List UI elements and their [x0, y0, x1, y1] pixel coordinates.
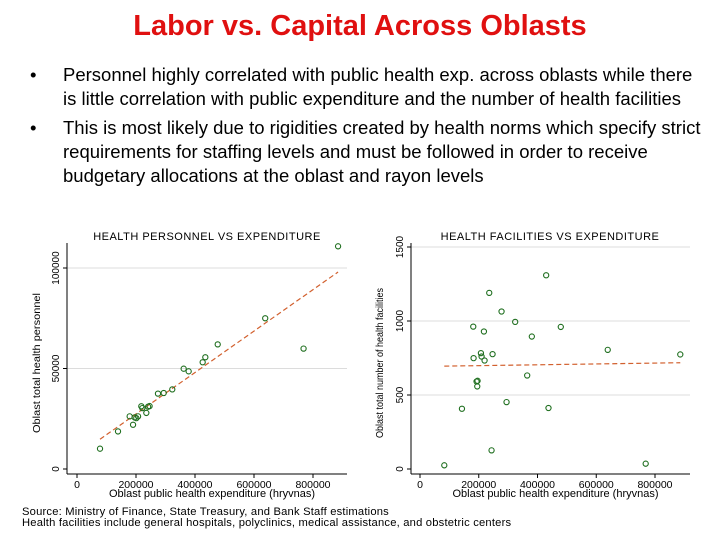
facilities-footnote: Health facilities include general hospitals, polyclinics, medical assistance, and obstetric centers [22, 517, 512, 529]
data-point [471, 324, 476, 329]
data-point [130, 422, 135, 427]
data-point [546, 405, 551, 410]
data-point [215, 342, 220, 347]
data-point [459, 406, 464, 411]
y-tick-label: 1500 [395, 235, 406, 259]
y-axis-label: Oblast total number of health facilities [375, 271, 386, 438]
source-footnote: Source: Ministry of Finance, State Treasury, and Bank Staff estimations [22, 506, 389, 518]
fit-line [100, 272, 338, 439]
x-tick-label: 0 [417, 479, 423, 491]
data-point [489, 448, 494, 453]
y-tick-label: 500 [395, 386, 406, 404]
bullet-item: • Personnel highly correlated with public health exp. across oblasts while there is little correlation with public expenditure and the number of health facilities [30, 63, 710, 111]
data-point [155, 391, 160, 396]
bullet-item: • This is most likely due to rigidities created by health norms which specify strict requirements for staffing levels and must be followed in order to receive budgetary allocations at the oblast and rayon levels [30, 116, 710, 188]
data-point [487, 290, 492, 295]
data-point [301, 346, 306, 351]
x-tick-label: 400000 [177, 479, 213, 491]
y-tick-label: 100000 [51, 251, 62, 285]
x-tick-label: 600000 [236, 479, 272, 491]
data-point [335, 244, 340, 249]
slide-title: Labor vs. Capital Across Oblasts [133, 10, 587, 42]
y-tick-label: 0 [51, 466, 62, 472]
charts [0, 225, 720, 500]
data-point [170, 387, 175, 392]
data-point [513, 319, 518, 324]
data-point [200, 360, 205, 365]
data-point [558, 324, 563, 329]
y-tick-label: 0 [395, 466, 406, 472]
data-point [481, 329, 486, 334]
data-point [263, 316, 268, 321]
x-tick-label: 0 [74, 479, 80, 491]
data-point [471, 356, 476, 361]
x-tick-label: 800000 [637, 479, 673, 491]
x-axis-label: Oblast public health expenditure (hryvnas) [452, 488, 659, 500]
x-tick-label: 600000 [578, 479, 614, 491]
data-point [186, 369, 191, 374]
chart-panel-2 [375, 231, 690, 500]
data-point [97, 446, 102, 451]
data-point [115, 429, 120, 434]
y-tick-label: 1000 [395, 309, 406, 333]
data-point [144, 410, 149, 415]
chart-title: HEALTH PERSONNEL VS EXPENDITURE [93, 231, 321, 243]
data-point [605, 347, 610, 352]
data-point [643, 461, 648, 466]
chart-title: HEALTH FACILITIES VS EXPENDITURE [440, 231, 660, 243]
x-tick-label: 200000 [461, 479, 497, 491]
data-point [544, 273, 549, 278]
data-point [678, 352, 683, 357]
x-tick-label: 800000 [295, 479, 331, 491]
data-point [529, 334, 534, 339]
x-tick-label: 200000 [118, 479, 154, 491]
data-point [442, 463, 447, 468]
data-point [499, 309, 504, 314]
fit-line [444, 363, 680, 366]
x-tick-label: 400000 [519, 479, 556, 491]
bullet-list [30, 63, 710, 193]
data-point [482, 358, 487, 363]
data-point [490, 352, 495, 357]
y-tick-label: 50000 [51, 354, 62, 383]
data-point [504, 400, 509, 405]
y-axis-label: Oblast total health personnel [32, 305, 43, 433]
chart-panel-1 [32, 231, 347, 500]
x-axis-label: Oblast public health expenditure (hryvnas) [108, 488, 316, 500]
data-point [525, 373, 530, 378]
data-point [203, 355, 208, 360]
